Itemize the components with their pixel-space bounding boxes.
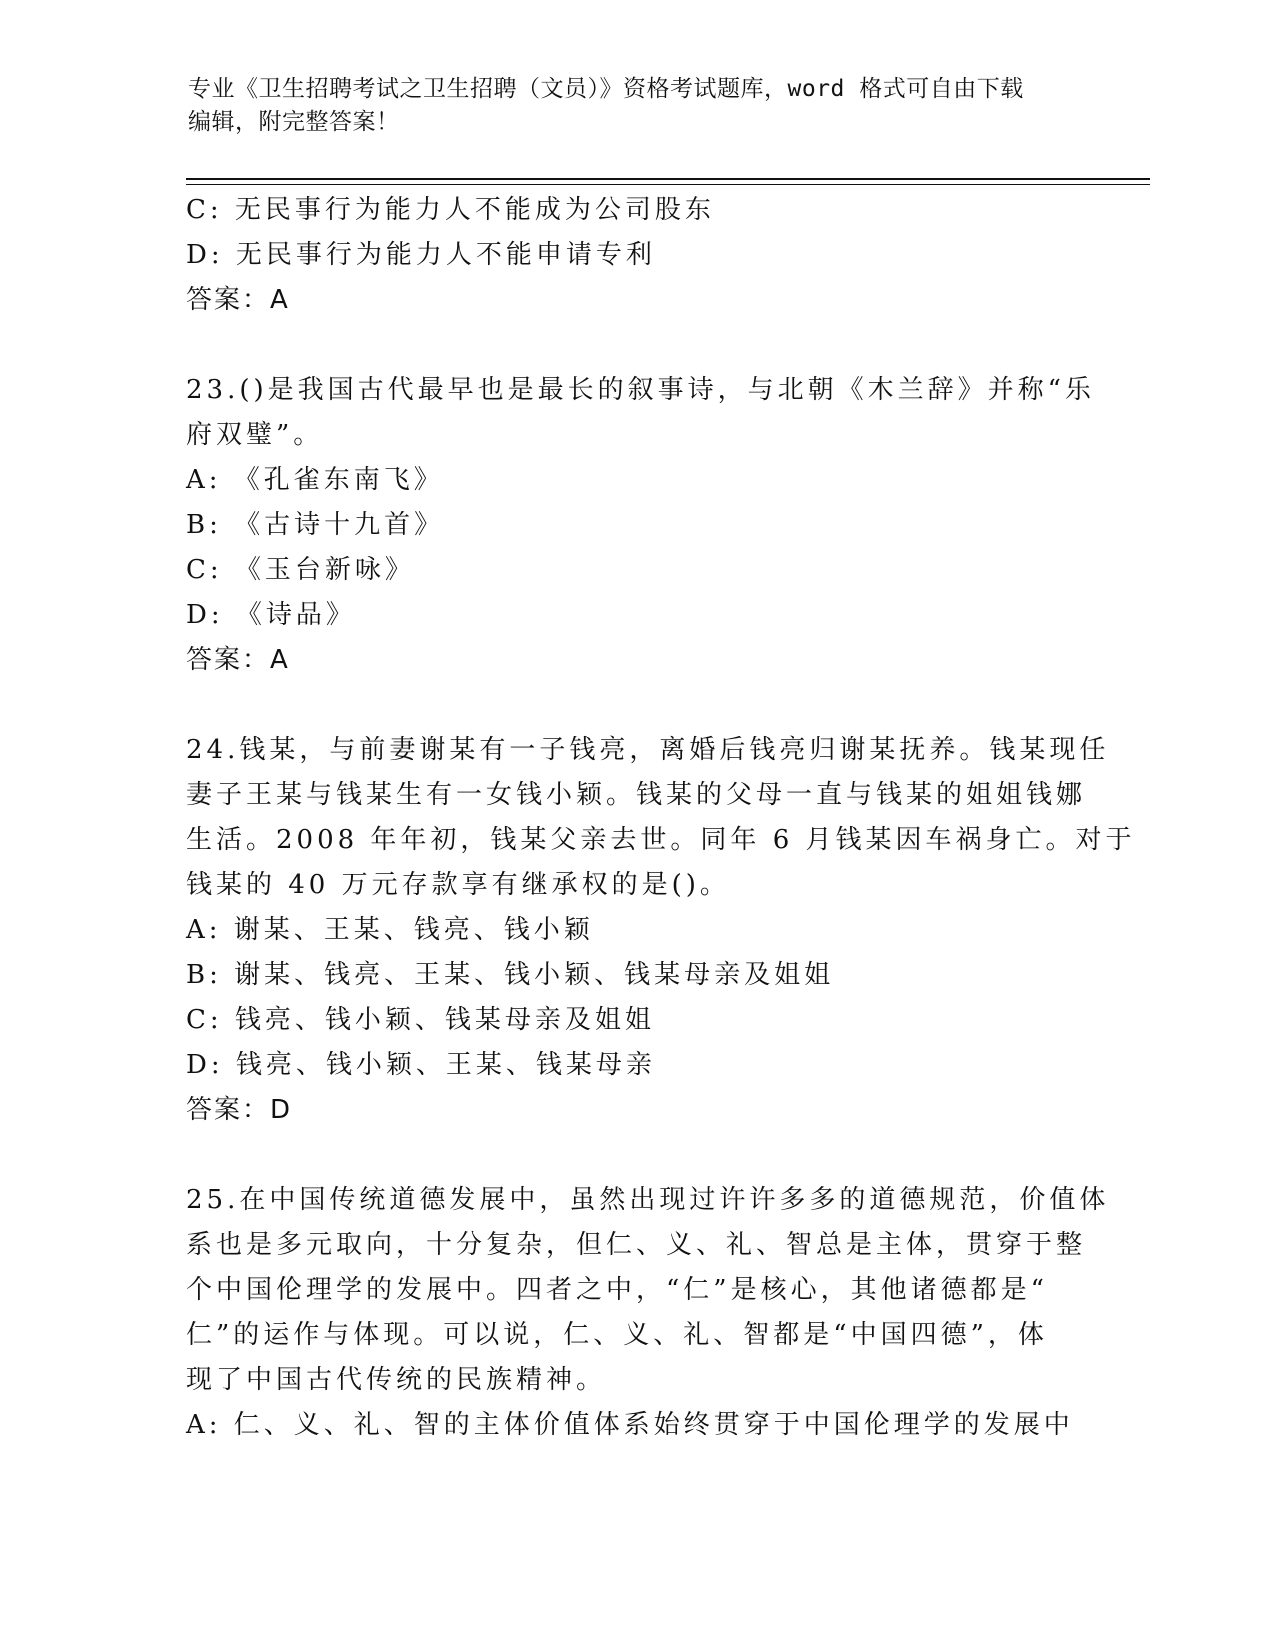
answer-label: 答案：A bbox=[186, 285, 290, 315]
answer-label: 答案：D bbox=[186, 1095, 293, 1125]
question-stem: 生活。2008 年年初，钱某父亲去世。同年 6 月钱某因车祸身亡。对于 bbox=[186, 825, 1136, 855]
option-b: B: 《古诗十九首》 bbox=[186, 510, 445, 540]
question-stem: 仁”的运作与体现。可以说，仁、义、礼、智都是“中国四德”，体 bbox=[186, 1320, 1048, 1350]
option-a: A: 谢某、王某、钱亮、钱小颖 bbox=[186, 915, 594, 945]
question-25 bbox=[186, 1178, 1110, 1448]
question-content bbox=[186, 188, 1136, 1448]
header-rule-thick bbox=[186, 178, 1150, 180]
option-c: C: 钱亮、钱小颖、钱某母亲及姐姐 bbox=[186, 1005, 655, 1035]
option-d: D: 《诗品》 bbox=[186, 600, 356, 630]
question-stem: 23.()是我国古代最早也是最长的叙事诗，与北朝《木兰辞》并称“乐 bbox=[186, 375, 1095, 405]
question-stem: 系也是多元取向，十分复杂，但仁、义、礼、智总是主体，贯穿于整 bbox=[186, 1230, 1087, 1260]
answer-label: 答案：A bbox=[186, 645, 290, 675]
question-stem: 钱某的 40 万元存款享有继承权的是()。 bbox=[186, 870, 730, 900]
option-a: A: 《孔雀东南飞》 bbox=[186, 465, 444, 495]
spacer bbox=[186, 323, 1086, 368]
question-stem: 现了中国古代传统的民族精神。 bbox=[186, 1365, 607, 1395]
header-line-1: 专业《卫生招聘考试之卫生招聘（文员）》资格考试题库，word 格式可自由下载 bbox=[188, 76, 1024, 102]
question-stem: 府双璧”。 bbox=[186, 420, 324, 450]
option-a: A: 仁、义、礼、智的主体价值体系始终贯穿于中国伦理学的发展中 bbox=[186, 1410, 1074, 1440]
spacer bbox=[186, 1133, 1086, 1178]
header-line-2: 编辑，附完整答案！ bbox=[188, 109, 400, 135]
question-stem: 妻子王某与钱某生有一女钱小颖。钱某的父母一直与钱某的姐姐钱娜 bbox=[186, 780, 1087, 810]
document-header bbox=[188, 73, 1068, 139]
option-d: D: 钱亮、钱小颖、王某、钱某母亲 bbox=[186, 1050, 656, 1080]
question-24 bbox=[186, 728, 1136, 1133]
question-stem: 个中国伦理学的发展中。四者之中，“仁”是核心，其他诸德都是“ bbox=[186, 1275, 1048, 1305]
spacer bbox=[186, 683, 1086, 728]
option-c: C: 无民事行为能力人不能成为公司股东 bbox=[186, 195, 715, 225]
question-stem: 24.钱某，与前妻谢某有一子钱亮，离婚后钱亮归谢某抚养。钱某现任 bbox=[186, 735, 1110, 765]
option-b: B: 谢某、钱亮、王某、钱小颖、钱某母亲及姐姐 bbox=[186, 960, 835, 990]
option-c: C: 《玉台新咏》 bbox=[186, 555, 415, 585]
question-23 bbox=[186, 368, 1095, 683]
question-22-tail bbox=[186, 188, 1086, 323]
option-d: D: 无民事行为能力人不能申请专利 bbox=[186, 240, 656, 270]
question-stem: 25.在中国传统道德发展中，虽然出现过许许多多的道德规范，价值体 bbox=[186, 1185, 1110, 1215]
header-rule-thin bbox=[186, 184, 1150, 185]
